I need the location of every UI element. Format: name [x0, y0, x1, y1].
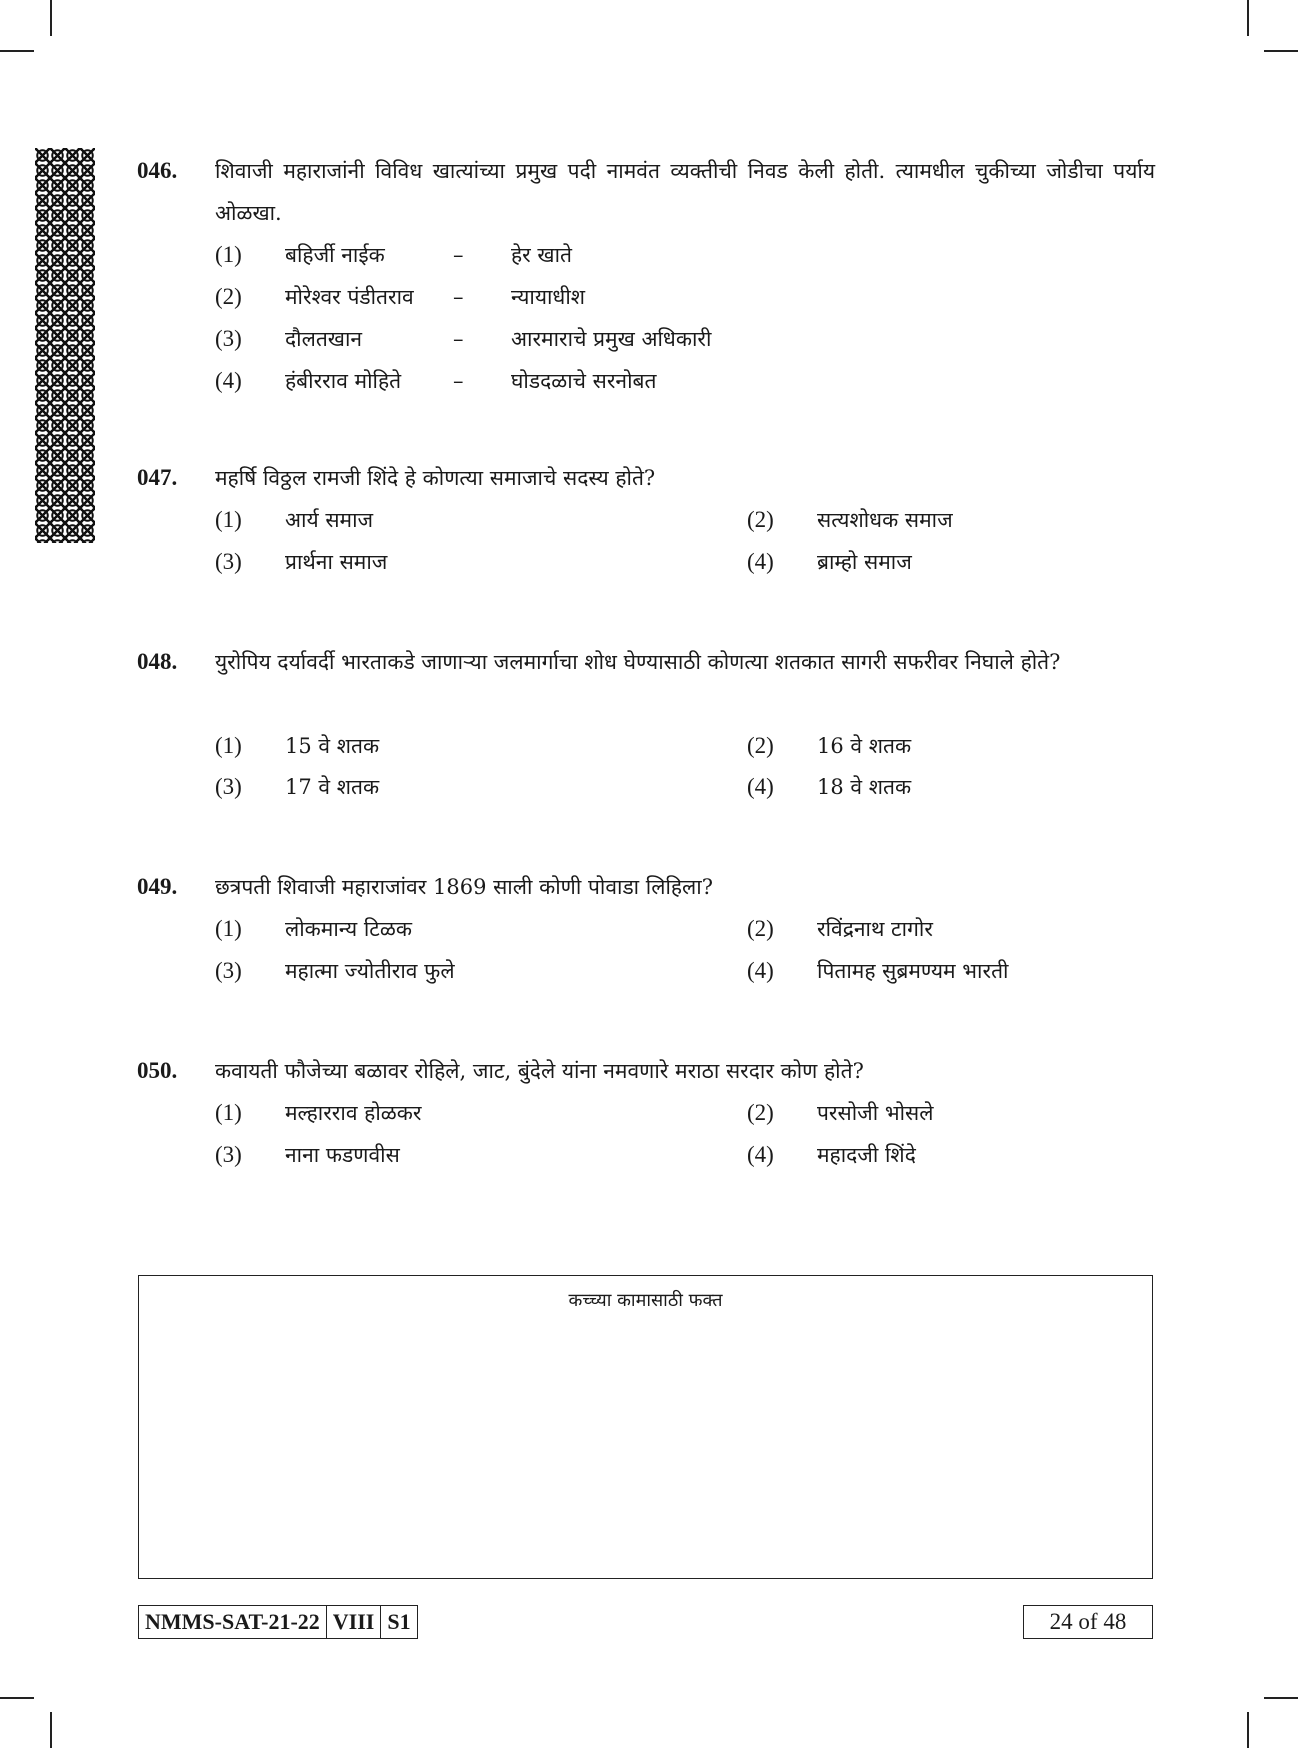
option-number: (4): [747, 958, 774, 983]
option-text: 16 वे शतक: [817, 734, 912, 758]
option-number: (3): [215, 1142, 242, 1167]
question-text: छत्रपती शिवाजी महाराजांवर 1869 साली कोणी पोवाडा लिहिला?: [215, 875, 713, 899]
option-pair-value: न्यायाधीश: [511, 285, 586, 309]
option-number: (1): [215, 1100, 242, 1125]
pair-dash: –: [453, 285, 464, 309]
option-text: 17 वे शतक: [285, 775, 380, 799]
pair-dash: –: [453, 369, 464, 393]
option-text: परसोजी भोसले: [817, 1101, 934, 1125]
paper-code-exam: NMMS-SAT-21-22: [145, 1609, 320, 1634]
option-number: (3): [215, 774, 242, 799]
crop-mark: [50, 1712, 52, 1748]
option-text: ब्राम्हो समाज: [817, 550, 912, 574]
paper-code: [138, 1605, 418, 1639]
option-number: (2): [747, 916, 774, 941]
option-number: (4): [747, 774, 774, 799]
option-number: (1): [215, 507, 242, 532]
option-number: (3): [215, 549, 242, 574]
option-number: (4): [215, 368, 242, 393]
option-text: 15 वे शतक: [285, 734, 380, 758]
question-text: कवायती फौजेच्या बळावर रोहिले, जाट, बुंदेले यांना नमवणारे मराठा सरदार कोण होते?: [215, 1059, 864, 1083]
option-text: बहिर्जी नाईक: [285, 243, 385, 267]
option-number: (1): [215, 242, 242, 267]
option-text: 18 वे शतक: [817, 775, 912, 799]
option-text: महादजी शिंदे: [817, 1143, 916, 1167]
question-number: 049.: [137, 874, 178, 899]
question-text: महर्षि विठ्ठल रामजी शिंदे हे कोणत्या समाजाचे सदस्य होते?: [215, 466, 656, 490]
option-number: (2): [747, 507, 774, 532]
pair-dash: –: [453, 243, 464, 267]
option-number: (3): [215, 958, 242, 983]
option-number: (1): [215, 916, 242, 941]
option-text: मल्हारराव होळकर: [285, 1101, 422, 1125]
question-text: युरोपिय दर्यावर्दी भारताकडे जाणाऱ्या जलमार्गाचा शोध घेण्यासाठी कोणत्या शतकात सागरी सफरीवर निघाले होते?: [215, 650, 1061, 674]
pair-dash: –: [453, 327, 464, 351]
option-number: (1): [215, 733, 242, 758]
rough-work-box: [138, 1275, 1153, 1579]
crop-mark: [1264, 50, 1298, 52]
crop-mark: [50, 0, 52, 36]
option-text: सत्यशोधक समाज: [817, 508, 953, 532]
decorative-pattern-strip: [35, 148, 95, 543]
option-text: आर्य समाज: [285, 508, 374, 532]
paper-code-set: S1: [380, 1606, 416, 1638]
option-text: पितामह सुब्रमण्यम भारती: [817, 959, 1009, 983]
option-text: रविंद्रनाथ टागोर: [817, 917, 933, 941]
crop-mark: [0, 50, 34, 52]
option-text: प्रार्थना समाज: [285, 550, 388, 574]
option-number: (2): [215, 284, 242, 309]
crop-mark: [1247, 0, 1249, 36]
question-text: शिवाजी महाराजांनी विविध खात्यांच्या प्रमुख पदी नामवंत व्यक्तीची निवड केली होती. त्यामधील चुकीच्या जोडीचा पर्याय ओळखा.: [215, 159, 1155, 225]
question-number: 050.: [137, 1058, 178, 1083]
rough-work-label: कच्च्या कामासाठी फक्त: [568, 1290, 723, 1311]
option-number: (4): [747, 549, 774, 574]
option-number: (2): [747, 733, 774, 758]
page-number: 24 of 48: [1023, 1605, 1153, 1639]
paper-code-class: VIII: [326, 1606, 381, 1638]
question-number: 048.: [137, 649, 178, 674]
crop-mark: [1264, 1697, 1298, 1699]
option-text: दौलतखान: [285, 327, 363, 351]
option-pair-value: आरमाराचे प्रमुख अधिकारी: [511, 327, 712, 351]
crop-mark: [0, 1697, 34, 1699]
question-number: 047.: [137, 465, 178, 490]
option-text: महात्मा ज्योतीराव फुले: [285, 959, 455, 983]
option-text: मोरेश्वर पंडीतराव: [285, 285, 414, 309]
option-text: लोकमान्य टिळक: [285, 917, 412, 941]
option-number: (4): [747, 1142, 774, 1167]
crop-mark: [1247, 1712, 1249, 1748]
option-text: हंबीरराव मोहिते: [285, 369, 402, 393]
option-text: नाना फडणवीस: [285, 1143, 400, 1167]
option-number: (3): [215, 326, 242, 351]
option-pair-value: घोडदळाचे सरनोबत: [511, 369, 657, 393]
option-number: (2): [747, 1100, 774, 1125]
option-pair-value: हेर खाते: [511, 243, 573, 267]
question-number: 046.: [137, 158, 178, 183]
